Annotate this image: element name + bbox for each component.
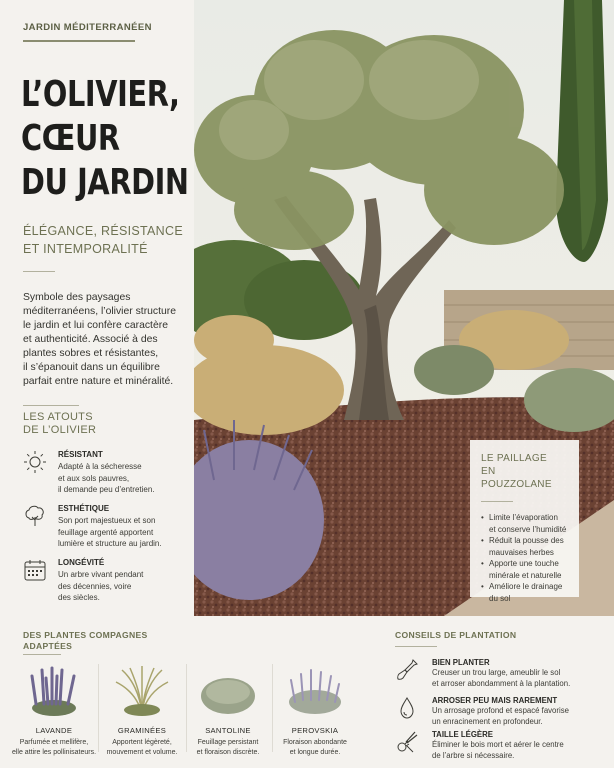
- perovskia-icon: [285, 664, 345, 716]
- intro-line: Symbole des paysages: [23, 292, 131, 303]
- sun-icon: [23, 450, 47, 474]
- atouts-title-line: LES ATOUTS: [23, 411, 93, 423]
- list-item-line: et conserve l’humidité: [489, 524, 567, 534]
- plant-desc: [94, 738, 190, 758]
- conseil-desc-line: Un arrosage profond et espacé favorise: [432, 706, 569, 715]
- atout-name: ESTHÉTIQUE: [58, 504, 110, 513]
- divider: [395, 646, 437, 647]
- title-line: DU JARDIN: [21, 162, 189, 203]
- plant-desc-line: et longue durée.: [289, 749, 341, 756]
- bottom-section: [0, 616, 614, 768]
- paillage-card: [470, 440, 579, 603]
- page-title: [21, 73, 189, 205]
- plant-name: LAVANDE: [35, 726, 73, 735]
- intro-text: [23, 291, 193, 389]
- shovel-icon: [395, 658, 419, 682]
- atout-desc: [58, 515, 188, 550]
- intro-line: le jardin et lui confère caractère: [23, 320, 168, 331]
- plantes-title: [23, 630, 148, 652]
- atout-desc-line: il demande peu d’entretien.: [58, 485, 155, 494]
- conseil-desc-line: Creuser un trou large, ameublir le sol: [432, 668, 561, 677]
- paillage-title-line: LE PAILLAGE: [481, 453, 547, 464]
- list-item-line: minérale et naturelle: [489, 570, 562, 580]
- water-drop-icon: [395, 696, 419, 720]
- plantes-title-line: ADAPTÉES: [23, 641, 73, 651]
- left-column: [0, 0, 194, 616]
- conseil-desc-line: un enracinement en profondeur.: [432, 716, 543, 726]
- list-item: [481, 535, 568, 558]
- tree-icon: [23, 504, 47, 528]
- plant-card-perovskia: [271, 664, 359, 768]
- conseil-desc-line: Éliminer le bois mort et aérer le centre: [432, 740, 564, 749]
- conseil-name: TAILLE LÉGÈRE: [432, 730, 493, 739]
- conseil-name: ARROSER PEU MAIS RAREMENT: [432, 696, 558, 705]
- subtitle-line: ET INTEMPORALITÉ: [23, 242, 148, 256]
- paillage-list: [481, 512, 568, 604]
- plant-desc-line: elle attire les pollinisateurs.: [11, 749, 97, 756]
- paillage-title-line: EN POUZZOLANE: [481, 466, 552, 490]
- atout-desc: [58, 461, 188, 496]
- list-item-line: Réduit la pousse des: [489, 536, 564, 545]
- atout-desc-line: feuillage argenté apportent: [58, 527, 154, 537]
- divider: [23, 654, 61, 655]
- atout-desc-line: des décennies, voire: [58, 581, 132, 591]
- plant-desc-line: mouvement et volume.: [106, 749, 178, 756]
- list-item-line: Améliore le drainage: [489, 582, 563, 591]
- conseil-desc-line: de l’arbre si nécessaire.: [432, 750, 515, 760]
- plant-name: PEROVSKIA: [291, 726, 339, 735]
- atout-desc-line: lumière et structure au jardin.: [58, 539, 162, 548]
- list-item: [481, 512, 568, 535]
- atout-name: LONGÉVITÉ: [58, 558, 105, 567]
- calendar-icon: [23, 558, 47, 582]
- list-item: [481, 581, 568, 604]
- subtitle: [23, 222, 193, 258]
- plant-desc-line: Floraison abondante: [283, 739, 347, 746]
- intro-line: parfait entre nature et minéralité.: [23, 376, 174, 387]
- plant-card-lavande: [10, 664, 98, 768]
- atout-item-resistant: [23, 450, 191, 496]
- santolina-icon: [198, 664, 258, 716]
- paillage-title: [481, 452, 568, 491]
- conseils-title: CONSEILS DE PLANTATION: [395, 630, 517, 640]
- list-item-line: du sol: [489, 593, 511, 603]
- plant-desc-line: Parfumée et mellifère,: [19, 739, 89, 746]
- lavender-icon: [24, 664, 84, 716]
- plant-desc-line: et floraison discrète.: [196, 749, 260, 756]
- list-item: [481, 558, 568, 581]
- atouts-title: [23, 411, 96, 437]
- plant-desc: [267, 738, 363, 758]
- atouts-title-line: DE L’OLIVIER: [23, 424, 97, 436]
- divider: [481, 501, 513, 502]
- atout-desc-line: des siècles.: [58, 593, 100, 602]
- tag-underline: [23, 40, 135, 42]
- list-item-line: Apporte une touche: [489, 559, 559, 568]
- list-item-line: Limite l’évaporation: [489, 513, 558, 522]
- divider: [23, 405, 79, 406]
- subtitle-line: ÉLÉGANCE, RÉSISTANCE: [23, 224, 183, 238]
- conseil-desc: [432, 668, 612, 689]
- conseil-desc-line: et arroser abondamment à la plantation.: [432, 678, 571, 688]
- intro-line: il s’épanouit dans un équilibre: [23, 362, 160, 373]
- conseil-desc: [432, 706, 612, 727]
- atout-name: RÉSISTANT: [58, 450, 103, 459]
- plant-desc-line: Feuillage persistant: [197, 739, 259, 746]
- intro-line: méditerranéens, l’olivier structure: [23, 306, 177, 317]
- category-tag: JARDIN MÉDITERRANÉEN: [23, 22, 152, 33]
- plant-card-graminees: [98, 664, 186, 768]
- plantes-title-line: DES PLANTES COMPAGNES: [23, 630, 148, 640]
- intro-line: et authenticité. Associé à des: [23, 334, 158, 345]
- plant-name: GRAMINÉES: [117, 726, 167, 735]
- atout-item-esthetique: [23, 504, 191, 550]
- plant-desc: [6, 738, 102, 758]
- title-line: CŒUR: [21, 118, 120, 159]
- divider: [23, 271, 55, 272]
- pruning-shears-icon: [395, 730, 419, 754]
- intro-line: plantes sobres et résistantes,: [23, 348, 159, 359]
- title-line: L’OLIVIER,: [21, 74, 180, 115]
- atout-desc-line: Son port majestueux et son: [58, 516, 156, 525]
- atout-desc-line: et aux sols pauvres,: [58, 473, 130, 483]
- atout-desc: [58, 569, 188, 604]
- plant-desc: [180, 738, 276, 758]
- conseil-desc: [432, 740, 612, 761]
- conseil-name: BIEN PLANTER: [432, 658, 490, 667]
- atout-item-longevite: [23, 558, 191, 604]
- plant-desc-line: Apportent légèreté,: [112, 739, 172, 746]
- plant-name: SANTOLINE: [205, 726, 251, 735]
- grass-icon: [112, 664, 172, 716]
- list-item-line: mauvaises herbes: [489, 547, 554, 557]
- atout-desc-line: Un arbre vivant pendant: [58, 570, 144, 579]
- plant-card-santoline: [184, 664, 272, 768]
- atout-desc-line: Adapté à la sécheresse: [58, 462, 142, 471]
